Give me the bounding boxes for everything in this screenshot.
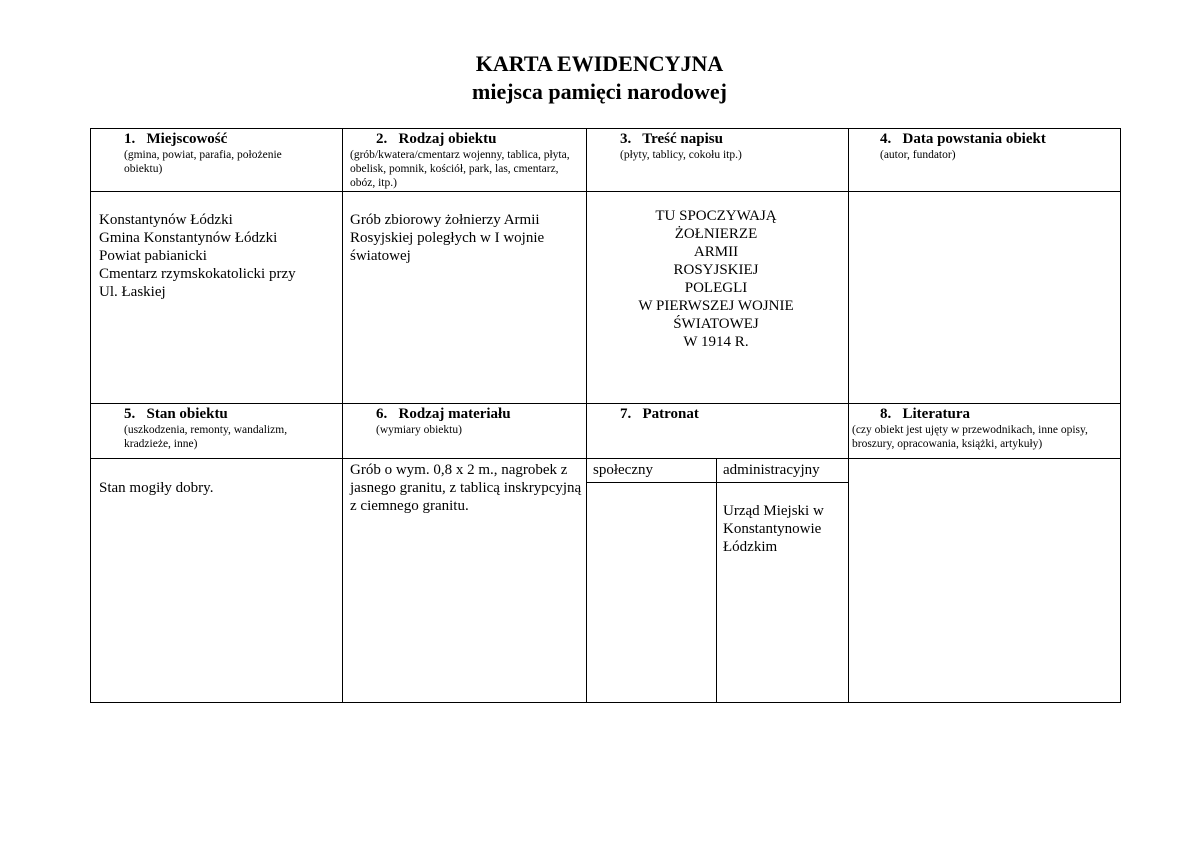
header-sub: (płyty, tablicy, cokołu itp.) [620, 149, 742, 161]
location-value [99, 211, 337, 301]
header-patronage [596, 406, 842, 423]
admin-patron-line: Łódzkim [723, 539, 778, 555]
inscription-line: W 1914 R. [683, 334, 749, 350]
header-sub: (grób/kwatera/cmentarz wojenny, tablica, płyta, obelisk, pomnik, kościół, park, las, cmentarz, obóz, itp.) [350, 149, 570, 189]
header-number: 4. [880, 131, 892, 147]
material-value: Grób o wym. 0,8 x 2 m., nagrobek z jasnego granitu, z tablicą inskrypcyjną z ciemnego granitu. [350, 462, 582, 514]
header-number: 7. [620, 406, 632, 422]
inscription-line: ŻOŁNIERZE [674, 226, 758, 242]
header-literature [852, 406, 1118, 451]
header-label: Data powstania obiekt [902, 131, 1046, 147]
header-creation-date [856, 131, 1118, 162]
header-number: 6. [376, 406, 388, 422]
inscription-line: TU SPOCZYWAJĄ [655, 208, 777, 224]
header-number: 1. [124, 131, 136, 147]
location-line: Cmentarz rzymskokatolicki przy [99, 266, 296, 282]
inscription-line: ROSYJSKIEJ [673, 262, 759, 278]
patronage-social-label: społeczny [593, 462, 653, 478]
inscription-line: W PIERWSZEJ WOJNIE [638, 298, 794, 314]
header-label: Rodzaj obiektu [398, 131, 497, 147]
document-title: KARTA EWIDENCYJNA [475, 51, 724, 76]
header-number: 3. [620, 131, 632, 147]
inscription-line: ŚWIATOWEJ [673, 316, 759, 332]
header-label: Rodzaj materiału [398, 406, 511, 422]
patronage-admin-label: administracyjny [723, 462, 820, 478]
header-sub: (gmina, powiat, parafia, położenie obiektu) [124, 149, 282, 175]
header-label: Patronat [642, 406, 699, 422]
header-number: 2. [376, 131, 388, 147]
header-sub: (czy obiekt jest ujęty w przewodnikach, inne opisy, broszury, opracowania, książki, artykuły) [852, 424, 1088, 450]
inscription-line: ARMII [693, 244, 739, 260]
location-line: Gmina Konstantynów Łódzki [99, 230, 278, 246]
header-label: Miejscowość [146, 131, 228, 147]
header-material [350, 406, 582, 437]
header-number: 8. [880, 406, 892, 422]
header-label: Stan obiektu [146, 406, 228, 422]
header-condition [100, 406, 336, 451]
header-number: 5. [124, 406, 136, 422]
patronage-admin-value [723, 502, 845, 556]
location-line: Powiat pabianicki [99, 248, 207, 264]
admin-patron-line: Urząd Miejski w [723, 503, 824, 519]
inscription-value [596, 207, 836, 351]
object-type-value: Grób zbiorowy żołnierzy Armii Rosyjskiej poległych w I wojnie światowej [350, 212, 545, 264]
header-sub: (uszkodzenia, remonty, wandalizm, kradzieże, inne) [124, 424, 288, 450]
header-label: Treść napisu [642, 131, 723, 147]
header-sub: (wymiary obiektu) [376, 424, 462, 436]
header-label: Literatura [902, 406, 970, 422]
location-line: Ul. Łaskiej [99, 284, 166, 300]
document-subtitle: miejsca pamięci narodowej [472, 79, 727, 104]
admin-patron-line: Konstantynowie [723, 521, 822, 537]
condition-value: Stan mogiły dobry. [99, 480, 214, 496]
inscription-line: POLEGLI [684, 280, 748, 296]
header-inscription [596, 131, 842, 162]
header-sub: (autor, fundator) [880, 149, 956, 161]
location-line: Konstantynów Łódzki [99, 212, 233, 228]
header-location [100, 131, 336, 176]
header-object-type [350, 131, 582, 190]
